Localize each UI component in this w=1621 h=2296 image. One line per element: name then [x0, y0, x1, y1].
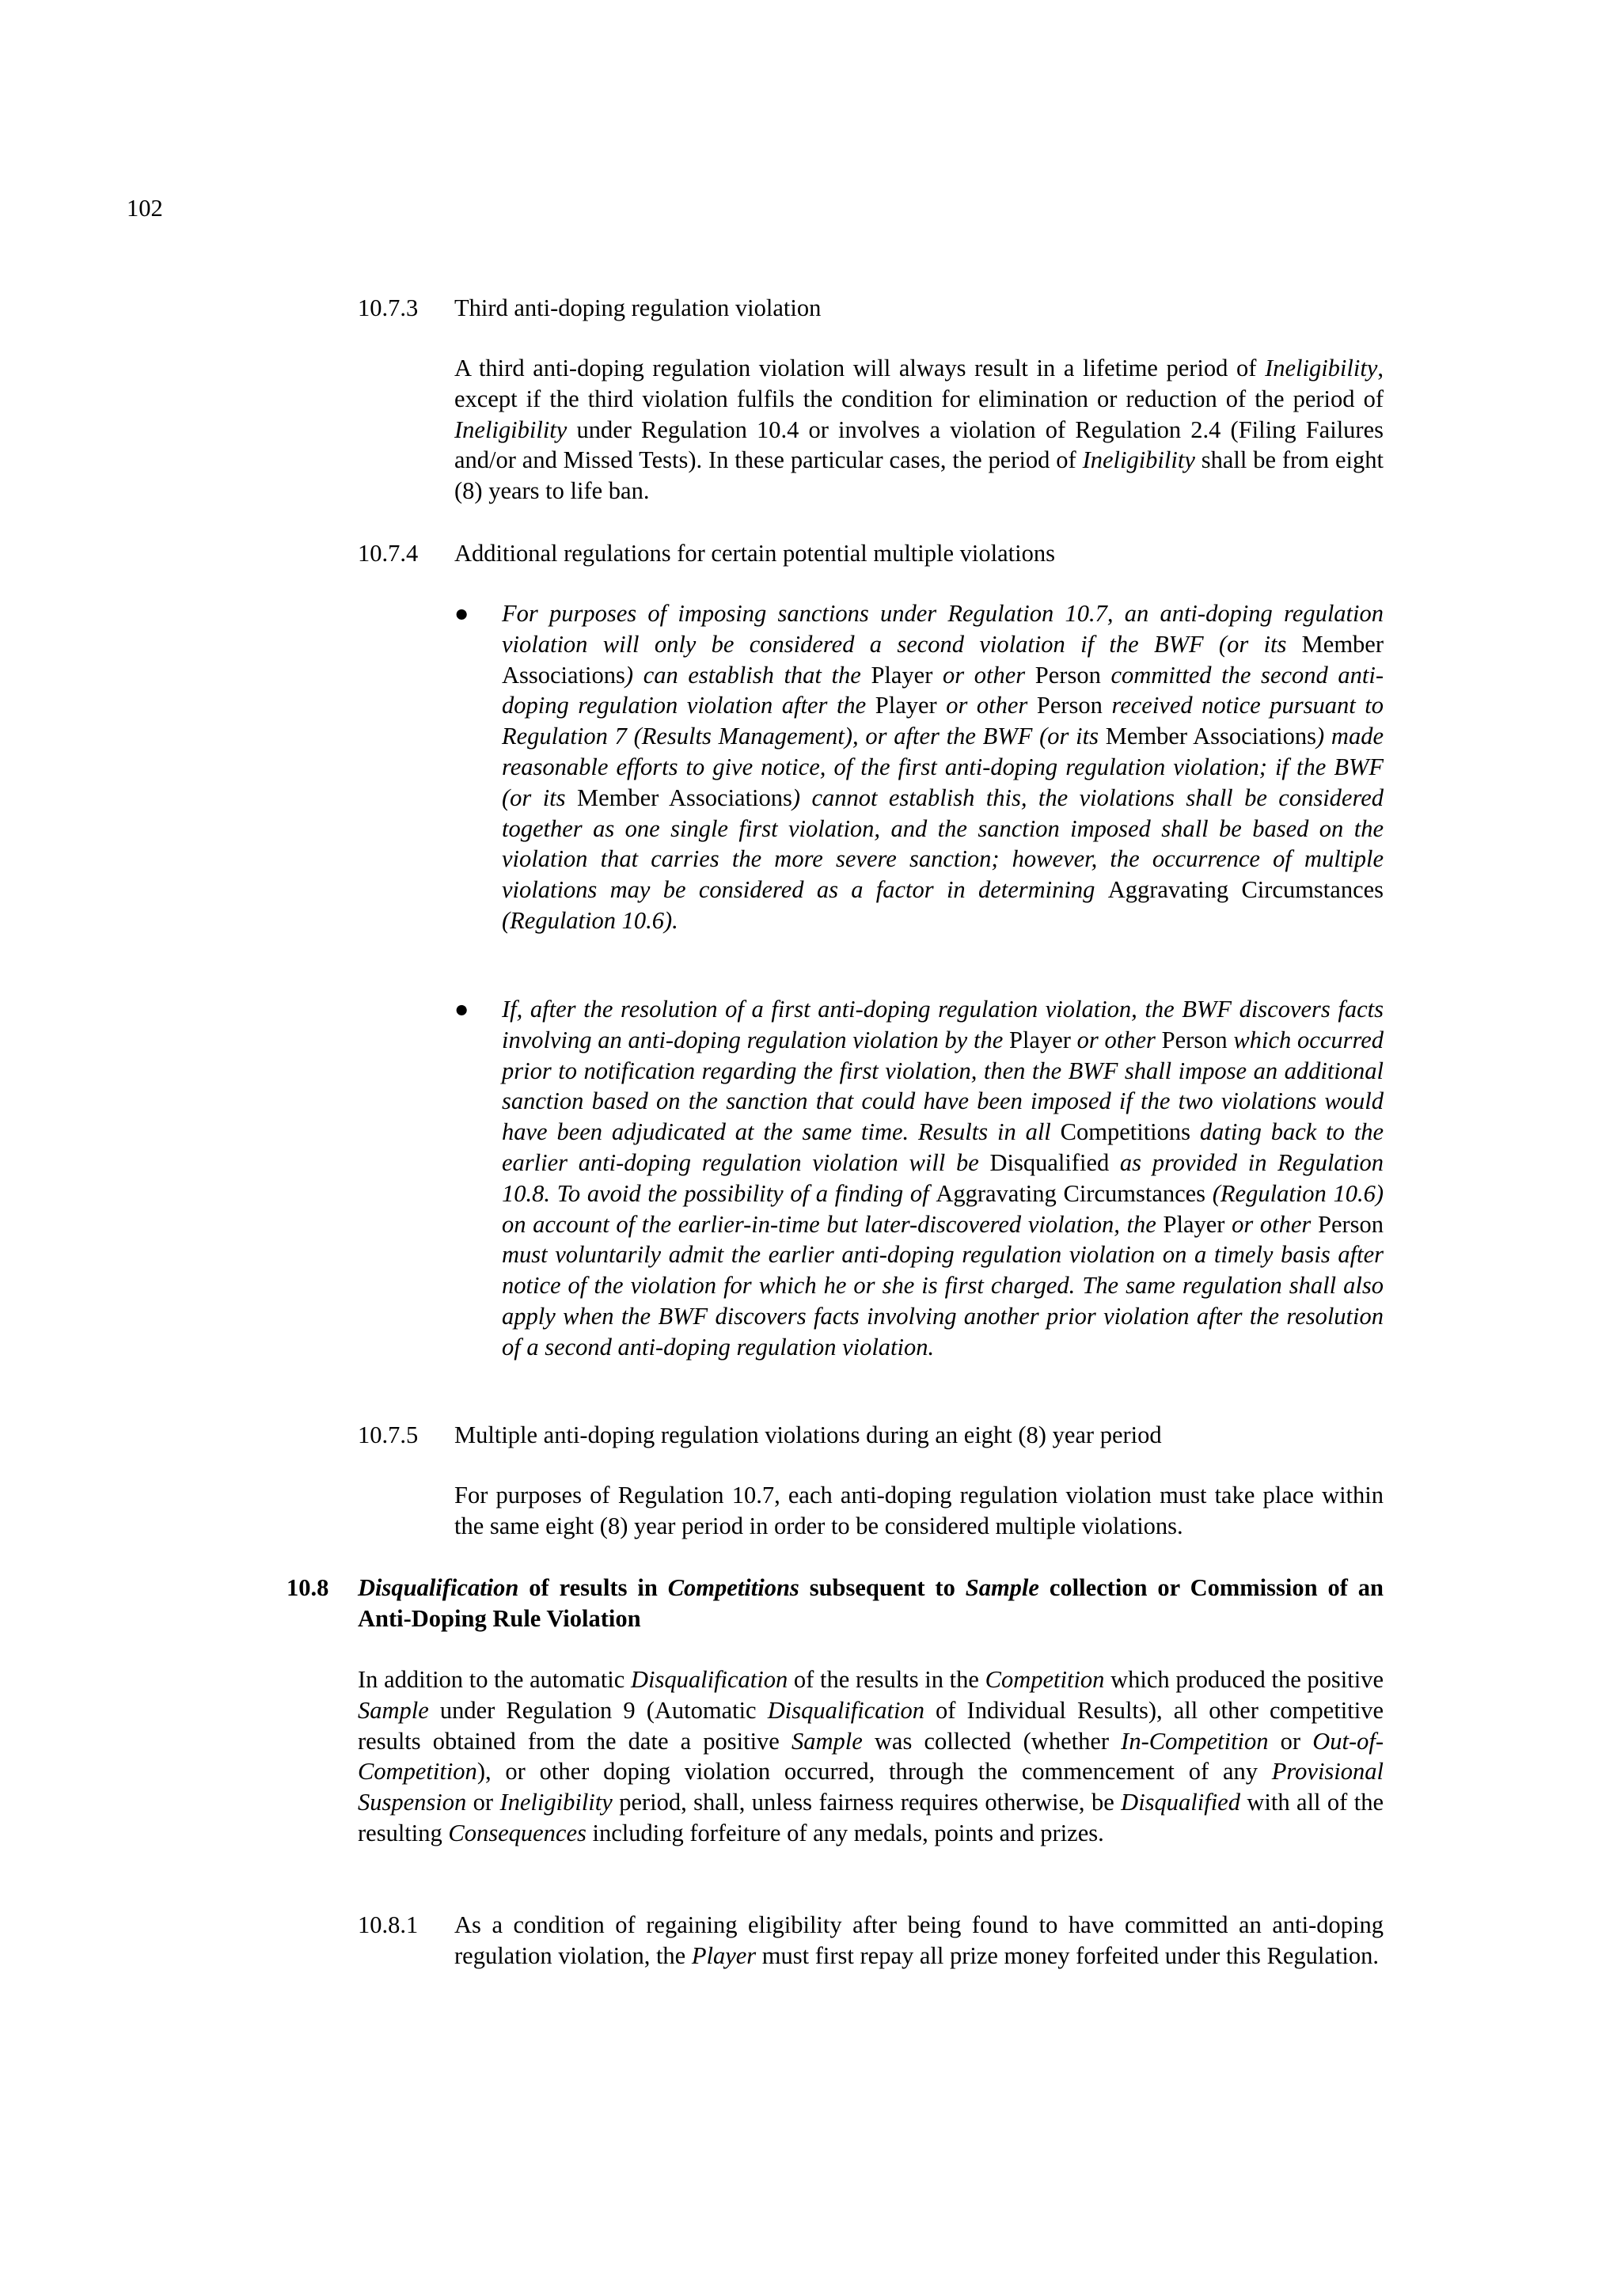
text-run: dating back to the earlier anti-doping regulation violation will be	[502, 1118, 1384, 1176]
text-run: Player	[691, 1941, 757, 1969]
text-run: (Regulation 10.6) on account of the earlier-in-time but later-discovered violation, the	[502, 1179, 1384, 1238]
text-run: ), or other doping violation occurred, through the commencement of any	[476, 1758, 1272, 1786]
bullet-1-icon: ●	[454, 600, 469, 627]
text-run: Disqualified	[1121, 1789, 1240, 1816]
section-10-8-paragraph	[358, 1664, 1384, 1849]
text-run: with all of the resulting	[358, 1789, 1384, 1846]
text-run: period, shall, unless fairness requires otherwise, be	[612, 1789, 1122, 1816]
text-run: Ineligibility	[1265, 355, 1378, 381]
text-run: or other	[936, 692, 1037, 719]
section-10-7-3-paragraph	[454, 353, 1384, 507]
text-run: which produced the positive	[1104, 1666, 1384, 1693]
text-run: Sample	[358, 1696, 429, 1724]
text-run: Member Associations	[1105, 723, 1316, 750]
bullet-1-text	[502, 598, 1384, 936]
text-run: including forfeiture of any medals, points and prizes.	[586, 1819, 1104, 1846]
text-run: In addition to the automatic	[358, 1666, 631, 1693]
section-10-7-5-paragraph	[454, 1480, 1384, 1542]
text-run: Disqualification	[631, 1666, 788, 1693]
text-run: committed the second anti-doping regulation violation after the	[502, 661, 1384, 719]
section-10-7-3-number: 10.7.3	[358, 294, 419, 321]
text-run: Player	[1008, 1026, 1071, 1053]
text-run: ) made reasonable efforts to give notice, of the first anti-doping regulation violation; if the BWF (or its	[502, 723, 1384, 811]
section-10-8-title	[358, 1573, 1384, 1634]
text-run: received notice pursuant to Regulation 7 (Results Management), or after the BWF (or its	[502, 692, 1384, 750]
text-run: Person	[1036, 692, 1103, 719]
text-run: Competition	[985, 1666, 1105, 1693]
text-run: Ineligibility	[1082, 446, 1195, 474]
text-run: For purposes of imposing sanctions under Regulation 10.7, an anti-doping regulation violation will only be considered a second violation if the BWF (or its	[502, 600, 1384, 658]
section-10-8-number: 10.8	[287, 1574, 329, 1601]
bullet-2-text	[502, 994, 1384, 1363]
text-run: under Regulation 9 (Automatic	[428, 1696, 768, 1724]
text-run: of results in	[518, 1574, 668, 1601]
section-10-8-1-paragraph	[454, 1910, 1384, 1972]
text-run: or other	[932, 661, 1035, 689]
text-run: Aggravating Circumstances	[1107, 876, 1384, 904]
text-run: Out-of-Competition	[358, 1727, 1384, 1786]
text-run: Sample	[791, 1727, 863, 1755]
text-run: of Individual Results), all other competitive results obtained from the date a positive	[358, 1696, 1384, 1755]
text-run: If, after the resolution of a first anti-doping regulation violation, the BWF discovers facts involving an anti-doping regulation violation by the	[502, 996, 1384, 1053]
text-run: Ineligibility	[454, 416, 568, 443]
text-run: must first repay all prize money forfeited under this Regulation.	[756, 1941, 1380, 1969]
page-number: 102	[127, 195, 163, 222]
text-run: Player	[1163, 1210, 1225, 1238]
text-run: Sample	[965, 1574, 1039, 1601]
text-run: Competitions	[667, 1574, 799, 1601]
text-run: Competitions	[1060, 1118, 1191, 1146]
text-run: as provided in Regulation 10.8. To avoid the possibility of a finding of	[502, 1148, 1384, 1207]
text-run: Ineligibility	[499, 1789, 613, 1816]
text-run: under Regulation 10.4 or involves a violation of Regulation 2.4 (Filing Failures and/or and Missed Tests). In these particular cases, the period of	[454, 416, 1384, 474]
text-run: , except if the third violation fulfils the condition for elimination or reduction of the period of	[454, 355, 1384, 412]
section-10-7-4-number: 10.7.4	[358, 540, 419, 567]
section-10-7-5-title: Multiple anti-doping regulation violations during an eight (8) year period	[454, 1421, 1162, 1448]
text-run: Member Associations	[576, 784, 792, 811]
section-10-8-1-number: 10.8.1	[358, 1911, 419, 1938]
text-run: In-Competition	[1121, 1727, 1269, 1755]
text-run: A third anti-doping regulation violation will always result in a lifetime period of	[454, 355, 1266, 381]
section-10-7-5-number: 10.7.5	[358, 1421, 419, 1448]
text-run: or	[1268, 1727, 1313, 1755]
text-run: shall be from eight (8) years to life ban.	[454, 446, 1384, 505]
text-run: Person	[1317, 1210, 1384, 1238]
text-run: Player	[871, 661, 933, 689]
text-run: For purposes of Regulation 10.7, each anti-doping regulation violation must take place within the same eight (8) year period in order to be considered multiple violations.	[454, 1482, 1384, 1539]
text-run: Disqualified	[989, 1148, 1110, 1176]
section-10-7-3-title: Third anti-doping regulation violation	[454, 294, 822, 321]
text-run: Player	[875, 692, 937, 719]
text-run: must voluntarily admit the earlier anti-doping regulation violation on a timely basis after notice of the violation for which he or she is first charged. The same regulation shall also apply when the BWF discovers facts involving another prior violation after the resolution of a second anti-doping regulation violation.	[502, 1241, 1384, 1361]
text-run: As a condition of regaining eligibility after being found to have committed an anti-doping regulation violation, the	[454, 1911, 1384, 1969]
text-run: or other	[1070, 1026, 1162, 1053]
text-run: Consequences	[448, 1819, 587, 1846]
text-run: or	[466, 1789, 500, 1816]
bullet-2-icon: ●	[454, 996, 469, 1023]
text-run: subsequent to	[799, 1574, 966, 1601]
section-10-7-4-title: Additional regulations for certain potential multiple violations	[454, 540, 1055, 567]
text-run: was collected (whether	[862, 1727, 1122, 1755]
text-run: or other	[1224, 1210, 1318, 1238]
text-run: collection or Commission of an Anti-Doping Rule Violation	[358, 1574, 1384, 1632]
text-run: Disqualification	[767, 1696, 924, 1724]
text-run: Provisional Suspension	[358, 1758, 1384, 1816]
text-run: Person	[1161, 1026, 1228, 1053]
text-run: Person	[1034, 661, 1101, 689]
text-run: Member Associations	[502, 630, 1384, 689]
text-run: ) cannot establish this, the violations shall be considered together as one single first violation, and the sanction imposed shall be based on the violation that carries the more severe sanction; however, the occurrence of multiple violations may be considered as a factor in determining	[502, 784, 1384, 904]
text-run: Disqualification	[358, 1574, 519, 1601]
text-run: Aggravating Circumstances	[936, 1179, 1206, 1207]
text-run: (Regulation 10.6).	[502, 906, 678, 934]
text-run: ) can establish that the	[624, 661, 871, 689]
text-run: which occurred prior to notification regarding the first violation, then the BWF shall impose an additional sanction based on the sanction that could have been imposed if the two violations would have been adjudicated at the same time. Results in all	[502, 1026, 1384, 1146]
text-run: of the results in the	[788, 1666, 985, 1693]
